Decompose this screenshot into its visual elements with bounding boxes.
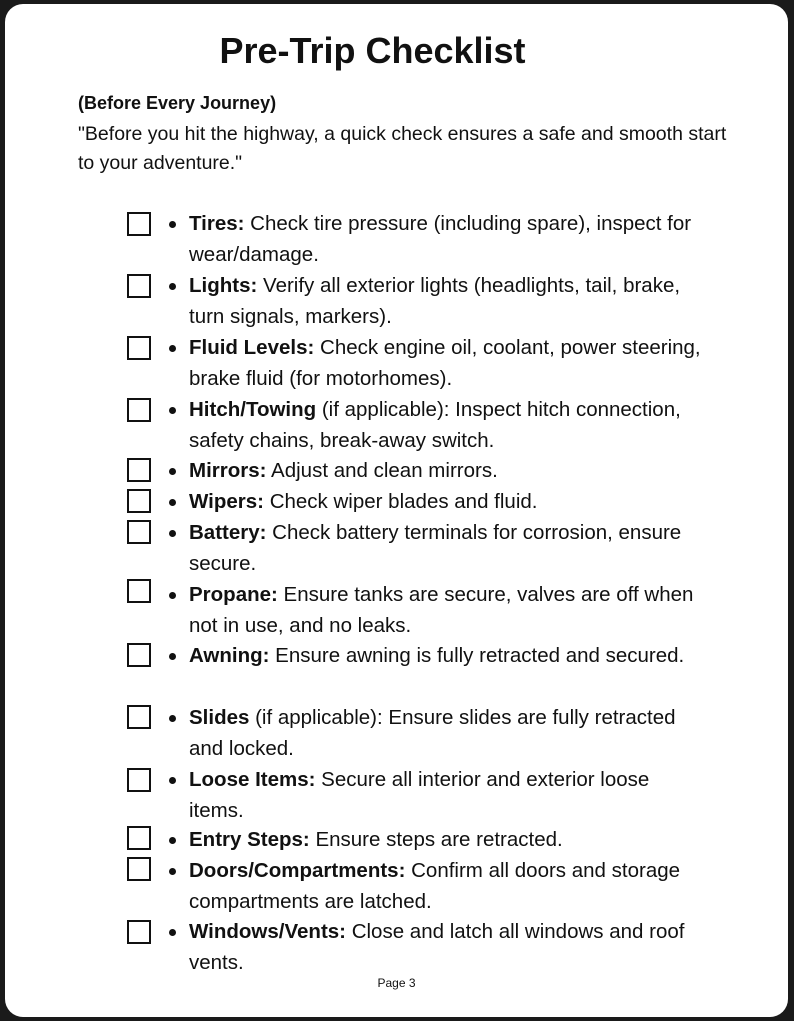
checkbox[interactable] [127,212,151,236]
checklist-item-label: Wipers: [189,490,264,513]
checklist-item-description: Check wiper blades and fluid. [264,490,538,513]
checklist-item-text [189,764,709,826]
checklist-item-label: Awning: [189,644,270,667]
intro-paragraph: "Before you hit the highway, a quick check ensures a safe and smooth start to your adventure." [78,123,727,174]
bullet-icon [169,777,176,784]
bullet-icon [169,715,176,722]
checklist-item-label: Lights: [189,274,258,297]
checklist-item-text [189,640,709,671]
checklist-item-label: Loose Items: [189,768,316,791]
checklist-item-text [189,517,709,579]
checkbox[interactable] [127,458,151,482]
checklist-item-text [189,855,709,917]
checklist-item-description: (if applicable): Ensure slides are fully retracted and locked. [189,706,676,760]
checklist-item-description: Check tire pressure (including spare), inspect for wear/damage. [189,212,692,266]
document-page [5,4,788,1017]
checklist-item-text [189,702,709,764]
checkbox[interactable] [127,857,151,881]
checkbox[interactable] [127,489,151,513]
checklist-item-description: Confirm all doors and storage compartments are latched. [189,859,681,913]
bullet-icon [169,837,176,844]
checkbox[interactable] [127,398,151,422]
checklist-item-description: Ensure tanks are secure, valves are off when not in use, and no leaks. [189,583,694,637]
checklist-item-label: Slides [189,706,250,729]
checkbox[interactable] [127,520,151,544]
checklist-item-description: Verify all exterior lights (headlights, tail, brake, turn signals, markers). [189,274,681,328]
checklist-item-text [189,579,709,641]
bullet-icon [169,499,176,506]
bullet-icon [169,592,176,599]
bullet-icon [169,868,176,875]
checklist-item-description: Ensure awning is fully retracted and secured. [269,644,685,667]
page-number: Page 3 [377,976,416,990]
checklist-item-text [189,486,709,517]
checklist-item-label: Entry Steps: [189,828,310,851]
bullet-icon [169,407,176,414]
checklist-item-label: Tires: [189,212,245,235]
bullet-icon [169,530,176,537]
checkbox[interactable] [127,579,151,603]
checklist-item-description: Adjust and clean mirrors. [266,459,498,482]
checklist-item-description: (if applicable): Inspect hitch connection, safety chains, break-away switch. [189,398,681,452]
bullet-icon [169,929,176,936]
page-title: Pre-Trip Checklist [219,30,526,71]
checklist-item-description: Check engine oil, coolant, power steering, brake fluid (for motorhomes). [189,336,701,390]
bullet-icon [169,221,176,228]
checklist-item-description: Ensure steps are retracted. [309,828,563,851]
checklist-item-text [189,332,709,394]
page-subtitle: (Before Every Journey) [78,93,277,113]
checklist-item-description: Check battery terminals for corrosion, ensure secure. [189,521,682,575]
checklist-item-label: Hitch/Towing [189,398,317,421]
checklist-item-description: Close and latch all windows and roof vents. [189,920,685,974]
checklist-item-label: Mirrors: [189,459,267,482]
checklist-item-text [189,394,709,456]
checklist-item-label: Doors/Compartments: [189,859,406,882]
checkbox[interactable] [127,920,151,944]
bullet-icon [169,468,176,475]
checklist-item-label: Windows/Vents: [189,920,346,943]
checklist-item-text [189,455,709,486]
bullet-icon [169,345,176,352]
checkbox[interactable] [127,705,151,729]
checkbox[interactable] [127,826,151,850]
checklist-item-label: Propane: [189,583,278,606]
checklist-item-label: Battery: [189,521,267,544]
checkbox[interactable] [127,336,151,360]
checkbox[interactable] [127,274,151,298]
checklist-item-text [189,824,709,855]
checklist-item-text [189,916,709,978]
checklist-item-text [189,208,709,270]
checklist-item-text [189,270,709,332]
checklist-item-description: Secure all interior and exterior loose items. [189,768,650,822]
checklist-item-label: Fluid Levels: [189,336,315,359]
bullet-icon [169,283,176,290]
bullet-icon [169,653,176,660]
checkbox[interactable] [127,643,151,667]
checkbox[interactable] [127,768,151,792]
